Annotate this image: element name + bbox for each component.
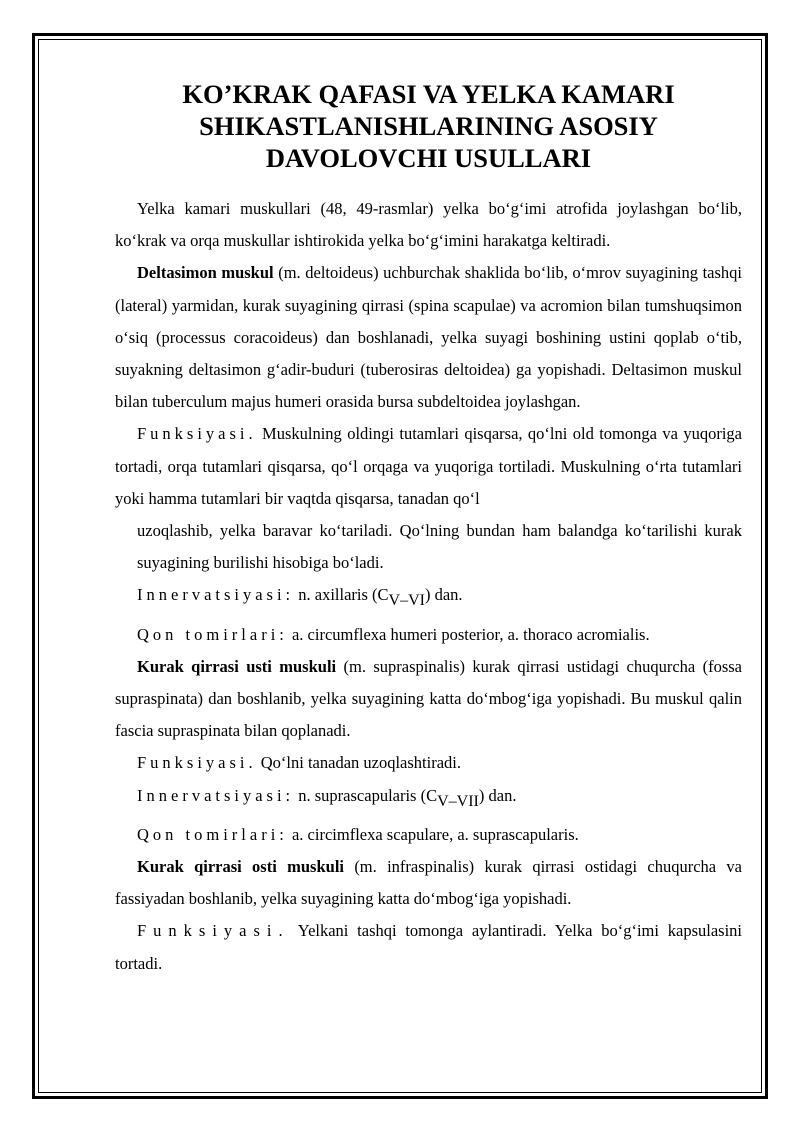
deltoid-innervation-label: Innervatsiyasi: [137,585,295,605]
infraspinatus-paragraph [115,851,742,915]
document-body [115,78,742,980]
deltoid-term: Deltasimon muskul [137,263,274,283]
supraspinatus-vessels-text: a. circimflexa scapulare, a. suprascapularis. [287,824,579,844]
deltoid-innervation-index: V–VI [388,592,425,610]
deltoid-vessels [115,619,742,651]
deltoid-function-continued [115,515,742,579]
supraspinatus-innervation [115,780,742,813]
deltoid-vessels-text: a. circumflexa humeri posterior, a. thoraco acromialis. [287,624,650,644]
deltoid-function-label: Funksiyasi. [137,424,257,444]
infraspinatus-term: Kurak qirrasi osti muskuli [137,857,344,877]
supraspinatus-vessels-label: Qon tomirlari: [137,824,288,844]
deltoid-function-text: Muskulning oldingi tutamlari qisqarsa, qo‘lni old tomonga va yuqoriga tortadi, orqa tutamlari qisqarsa, qo‘l orqaga va yuqoriga tortiladi. Muskulning o‘rta tutamlari yoki hamma tutamlari bir vaqtda qisqarsa, tanadan qo‘l [115,424,742,508]
deltoid-innervation [115,579,742,612]
supraspinatus-description: (m. supraspinalis) kurak qirrasi ustidagi chuqurcha (fossa supraspinata) dan boshlanib, yelka suyagining katta do‘mbog‘iga yopishadi. Bu muskul qalin fascia supraspinata bilan qoplanadi. [115,656,742,741]
supraspinatus-vessels [115,819,742,851]
deltoid-description: (m. deltoideus) uchburchak shaklida bo‘lib, o‘mrov suyagining tashqi (lateral) yarmidan, kurak suyagining qirrasi (spina scapulae) va acromion bilan tumshuqsimon o‘siq (processus coracoideus) dan boshlanadi, yelka suyagi boshining ustini qoplab o‘tib, suyakning deltasimon g‘adir-buduri (tuberosiras deltoidea) ga yopishadi. Deltasimon muskul bilan tuberculum majus humeri orasida bursa subdeltoidea joylashgan. [115,263,742,412]
deltoid-function-text-2: uzoqlashib, yelka baravar ko‘tariladi. Qo‘lning bundan ham balandga ko‘tarilishi kurak suyagining burilishi hisobiga bo‘ladi. [137,521,742,573]
deltoid-vessels-label: Qon tomirlari: [137,624,288,644]
supraspinatus-function-text: Qo‘lni tanadan uzoqlashtiradi. [256,753,461,773]
supraspinatus-function [115,747,742,779]
deltoid-innervation-text: n. axillaris (C [294,585,389,605]
infraspinatus-function-label: Funksiyasi. [137,921,290,941]
infraspinatus-description: (m. infraspinalis) kurak qirrasi ostidagi chuqurcha va fassiyadan boshlanib, yelka suyagining katta do‘mbog‘iga yopishadi. [115,857,742,909]
supraspinatus-innervation-index: V–VII [437,792,479,810]
intro-paragraph: Yelka kamari muskullari (48, 49-rasmlar) yelka bo‘g‘imi atrofida joylashgan bo‘lib, ko‘krak va orqa muskullar ishtirokida yelka bo‘g‘imini harakatga keltiradi. [115,199,742,251]
deltoid-innervation-end: ) dan. [424,585,463,605]
supraspinatus-term: Kurak qirrasi usti muskuli [137,656,337,676]
page-title: KO’KRAK QAFASI VA YELKA KAMARI SHIKASTLANISHLARINING ASOSIY DAVOLOVCHI USULLARI [182,79,675,173]
deltoid-function [115,418,742,515]
supraspinatus-innervation-text: n. suprascapularis (C [294,785,438,805]
supraspinatus-paragraph [115,651,742,748]
supraspinatus-function-label: Funksiyasi. [137,753,257,773]
infraspinatus-function-text: Yelkani tashqi tomonga aylantiradi. Yelka bo‘g‘imi kapsulasini tortadi. [115,921,742,973]
deltoid-paragraph [115,257,742,418]
infraspinatus-function [115,915,742,979]
supraspinatus-innervation-end: ) dan. [478,785,517,805]
supraspinatus-innervation-label: Innervatsiyasi: [137,785,295,805]
